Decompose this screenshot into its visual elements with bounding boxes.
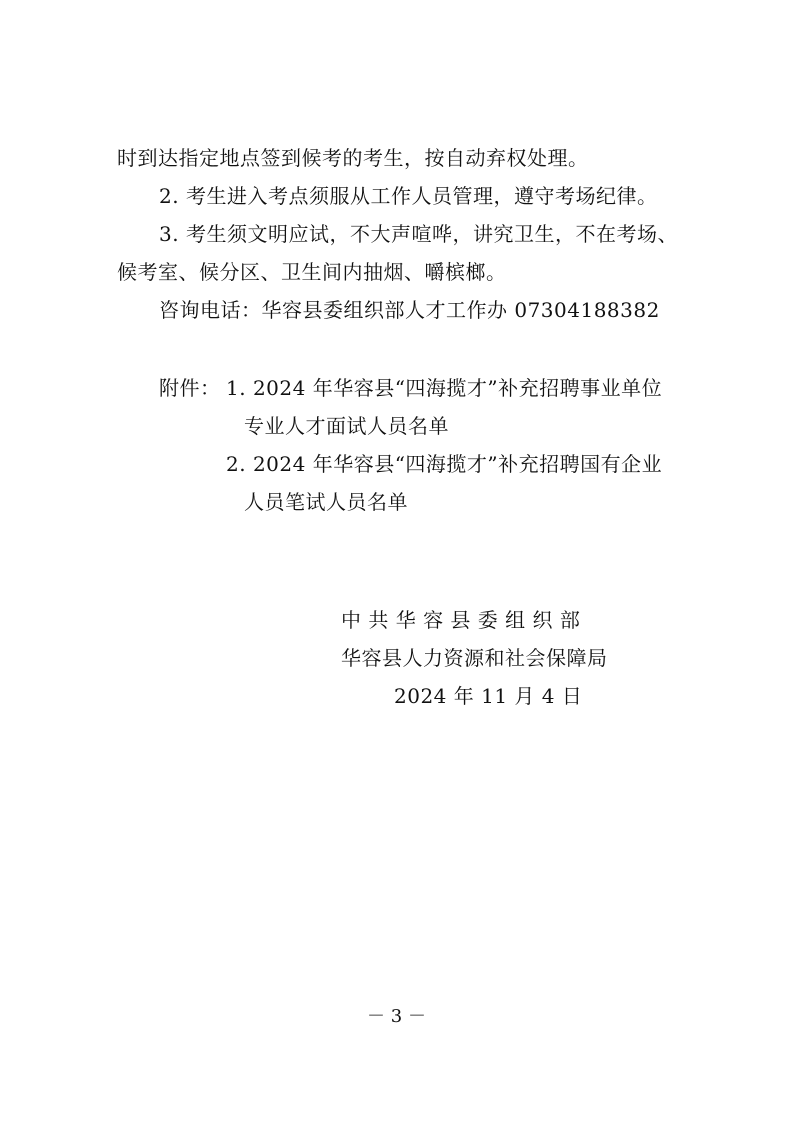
paragraph-2: 2. 考生进入考点须服从工作人员管理，遵守考场纪律。: [159, 184, 658, 208]
signature-date: 2024 年 11 月 4 日: [394, 684, 583, 708]
paragraph-3-line-1: 3. 考生须文明应试，不大声喧哗，讲究卫生，不在考场、: [159, 222, 678, 246]
attachment-2-line-2: 人员笔试人员名单: [244, 490, 408, 514]
signature-org-1: 中 共 华 容 县 委 组 织 部: [341, 608, 581, 632]
signature-org-2: 华容县人力资源和社会保障局: [341, 646, 608, 670]
paragraph-1-line-1: 时到达指定地点签到候考的考生，按自动弃权处理。: [117, 146, 589, 170]
page-number: － 3 －: [367, 1006, 426, 1027]
attachment-2-line-1: 2. 2024 年华容县“四海揽才”补充招聘国有企业: [226, 452, 663, 476]
contact-line: 咨询电话：华容县委组织部人才工作办 07304188382: [159, 298, 660, 322]
paragraph-3-line-2: 候考室、候分区、卫生间内抽烟、嚼槟榔。: [117, 260, 507, 284]
attachments-label: 附件：: [159, 376, 221, 400]
attachment-1-line-1: 1. 2024 年华容县“四海揽才”补充招聘事业单位: [226, 376, 663, 400]
attachment-1-line-2: 专业人才面试人员名单: [244, 414, 449, 438]
